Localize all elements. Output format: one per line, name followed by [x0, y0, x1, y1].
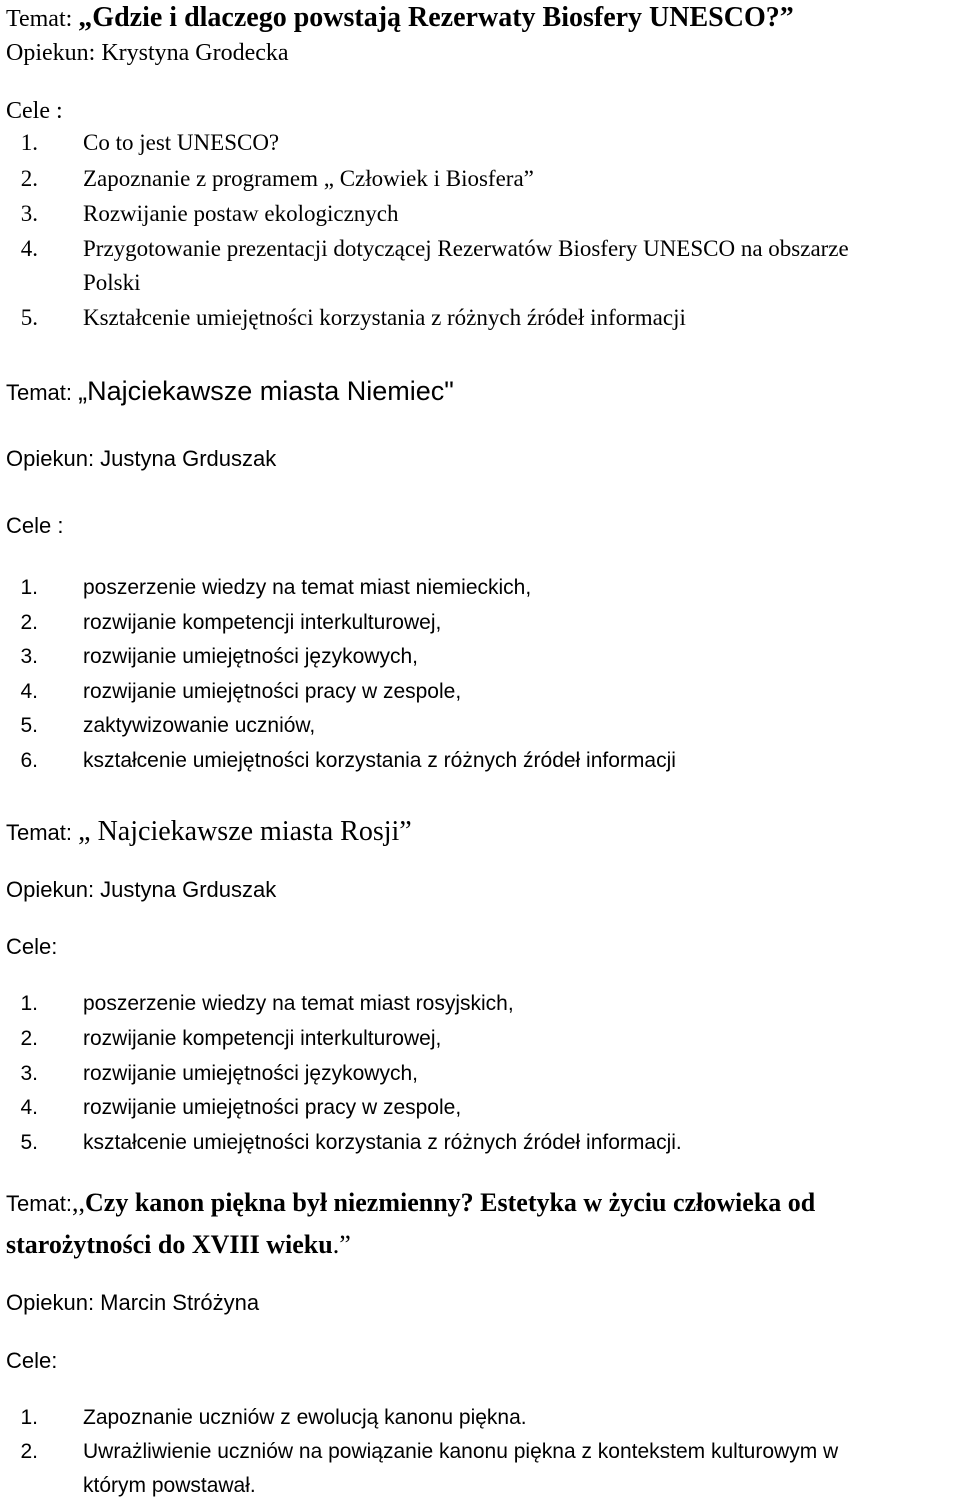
list-item: 4. rozwijanie umiejętności pracy w zespole, — [20, 1096, 462, 1119]
list-item: 5. Kształcenie umiejętności korzystania z różnych źródeł informacji — [20, 305, 686, 330]
list-item-continuation: którym powstawał. — [83, 1474, 256, 1497]
list-item-continuation: Polski — [83, 270, 141, 295]
topic-label: Temat: — [6, 6, 73, 32]
list-item: 3. rozwijanie umiejętności językowych, — [20, 645, 418, 668]
list-item: 2. Uwrażliwienie uczniów na powiązanie kanonu piękna z kontekstem kulturowym w — [20, 1440, 839, 1463]
topic-title: „Gdzie i dlaczego powstają Rezerwaty Biosfery UNESCO?” — [78, 2, 794, 33]
section3-supervisor: Opiekun: Justyna Grduszak — [6, 877, 277, 902]
section4-topic-line1: Temat:,,Czy kanon piękna był niezmienny? Estetyka w życiu człowieka od — [6, 1188, 816, 1217]
list-item: 5. kształcenie umiejętności korzystania z różnych źródeł informacji. — [20, 1131, 682, 1154]
section1-goals-label: Cele : — [6, 98, 63, 124]
list-item: 3. Rozwijanie postaw ekologicznych — [20, 201, 399, 226]
list-item: 2. rozwijanie kompetencji interkulturowej, — [20, 611, 442, 634]
section3-topic — [6, 818, 412, 846]
topic-label: Temat: — [6, 1191, 73, 1216]
list-item: 1. poszerzenie wiedzy na temat miast niemieckich, — [20, 576, 532, 599]
section1-topic — [6, 4, 794, 32]
list-item: 1. Co to jest UNESCO? — [20, 130, 280, 155]
list-item: 2. Zapoznanie z programem „ Człowiek i Biosfera” — [20, 166, 534, 191]
list-item: 1. poszerzenie wiedzy na temat miast rosyjskich, — [20, 992, 514, 1015]
section4-supervisor: Opiekun: Marcin Stróżyna — [6, 1290, 260, 1315]
section4-topic-line2: starożytności do XVIII wieku.” — [6, 1230, 351, 1259]
list-item: 2. rozwijanie kompetencji interkulturowej, — [20, 1027, 442, 1050]
list-item: 6. kształcenie umiejętności korzystania z różnych źródeł informacji — [20, 749, 676, 772]
section4-goals-label: Cele: — [6, 1348, 58, 1373]
section2-goals-label: Cele : — [6, 513, 64, 538]
topic-label: Temat: — [6, 820, 73, 845]
section2-supervisor: Opiekun: Justyna Grduszak — [6, 446, 277, 471]
list-item: 5. zaktywizowanie uczniów, — [20, 714, 316, 737]
list-item: 4. Przygotowanie prezentacji dotyczącej Rezerwatów Biosfery UNESCO na obszarze — [20, 236, 849, 261]
topic-title: „ Najciekawsze miasta Rosji” — [78, 816, 412, 847]
section1-supervisor: Opiekun: Krystyna Grodecka — [6, 40, 289, 66]
section2-topic — [6, 378, 454, 405]
topic-label: Temat: — [6, 380, 73, 405]
list-item: 1. Zapoznanie uczniów z ewolucją kanonu piękna. — [20, 1406, 527, 1429]
section3-goals-label: Cele: — [6, 934, 58, 959]
list-item: 3. rozwijanie umiejętności językowych, — [20, 1062, 418, 1085]
topic-title: „Najciekawsze miasta Niemiec" — [78, 376, 454, 406]
topic-title: Czy kanon piękna był niezmienny? Estetyka w życiu człowieka od — [85, 1188, 816, 1217]
list-item: 4. rozwijanie umiejętności pracy w zespole, — [20, 680, 462, 703]
